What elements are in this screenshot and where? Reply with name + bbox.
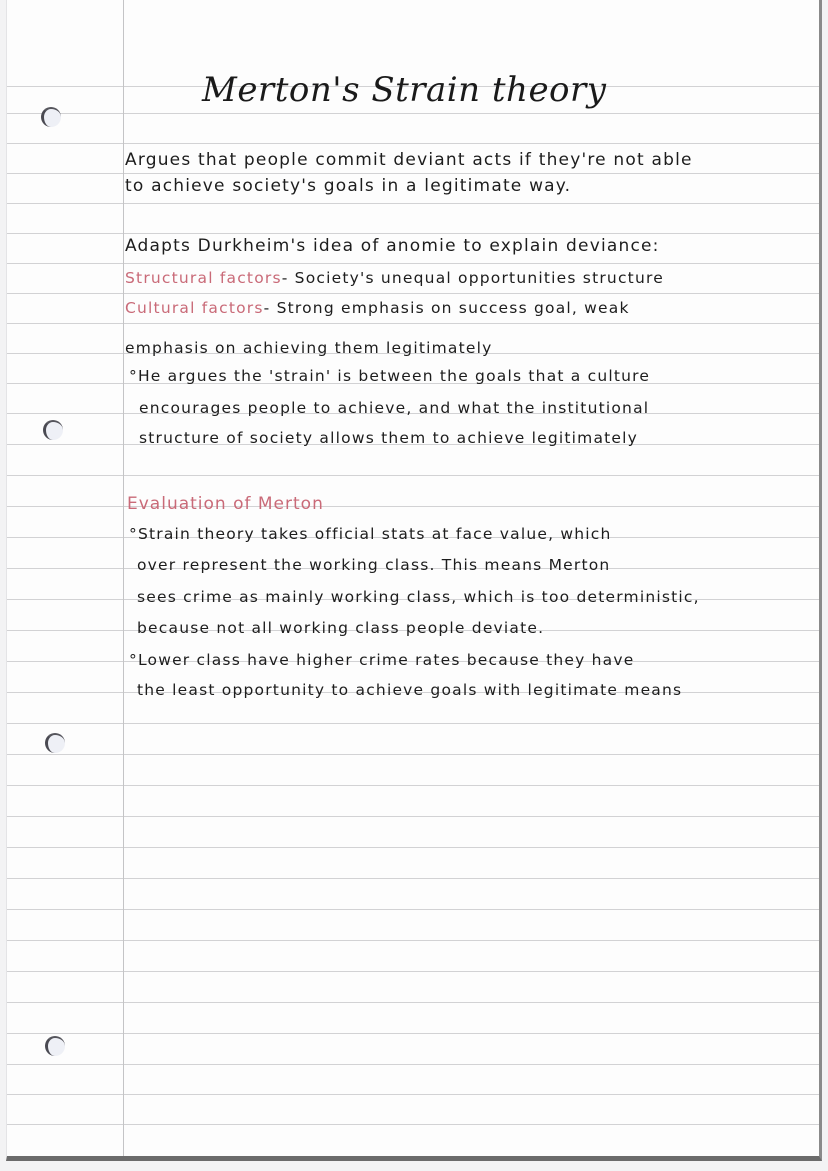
bullet-line: structure of society allows them to achieve legitimately [139,429,639,447]
structural-factors-text: - Society's unequal opportunities structure [281,269,664,287]
evaluation-bullet-line: °Strain theory takes official stats at face value, which [129,525,612,543]
ruled-line [7,878,819,879]
ruled-line [7,203,819,204]
bullet-line: °He argues the 'strain' is between the goals that a culture [129,367,651,385]
ruled-line [7,1064,819,1065]
ruled-line [7,1124,819,1125]
intro-line: to achieve society's goals in a legitimate way. [125,176,572,196]
ruled-line [7,816,819,817]
ruled-line [7,754,819,755]
evaluation-bullet-line: °Lower class have higher crime rates because they have [129,651,635,669]
structural-factors-label: Structural factors [125,269,282,287]
punch-hole [45,1036,65,1056]
bullet-line: encourages people to achieve, and what the institutional [139,399,650,417]
cultural-factors-line [125,298,630,318]
ruled-line [7,475,819,476]
lined-paper-page [6,0,822,1161]
punch-hole [41,107,61,127]
ruled-line [7,323,819,324]
cultural-factors-cont: emphasis on achieving them legitimately [125,339,493,357]
cultural-factors-text: - Strong emphasis on success goal, weak [263,299,630,317]
ruled-line [7,1094,819,1095]
structural-factors-line [125,268,664,288]
evaluation-bullet-line: sees crime as mainly working class, which is too deterministic, [137,588,700,606]
ruled-line [7,971,819,972]
ruled-line [7,847,819,848]
ruled-line [7,233,819,234]
evaluation-bullet-line: because not all working class people deviate. [137,619,545,637]
evaluation-bullet-line: the least opportunity to achieve goals with legitimate means [137,681,683,699]
ruled-line [7,143,819,144]
ruled-line [7,909,819,910]
ruled-line [7,173,819,174]
intro-line: Argues that people commit deviant acts if they're not able [125,150,693,170]
ruled-line [7,723,819,724]
evaluation-bullet-line: over represent the working class. This means Merton [137,556,611,574]
ruled-line [7,785,819,786]
page-title: Merton's Strain theory [202,70,607,110]
ruled-line [7,293,819,294]
punch-hole [43,420,63,440]
punch-hole [45,733,65,753]
ruled-line [7,940,819,941]
ruled-line [7,1002,819,1003]
evaluation-heading: Evaluation of Merton [127,494,324,514]
ruled-line [7,263,819,264]
ruled-line [7,113,819,114]
margin-line [123,0,124,1156]
section-heading: Adapts Durkheim's idea of anomie to explain deviance: [125,236,660,256]
ruled-line [7,1033,819,1034]
cultural-factors-label: Cultural factors [125,299,264,317]
